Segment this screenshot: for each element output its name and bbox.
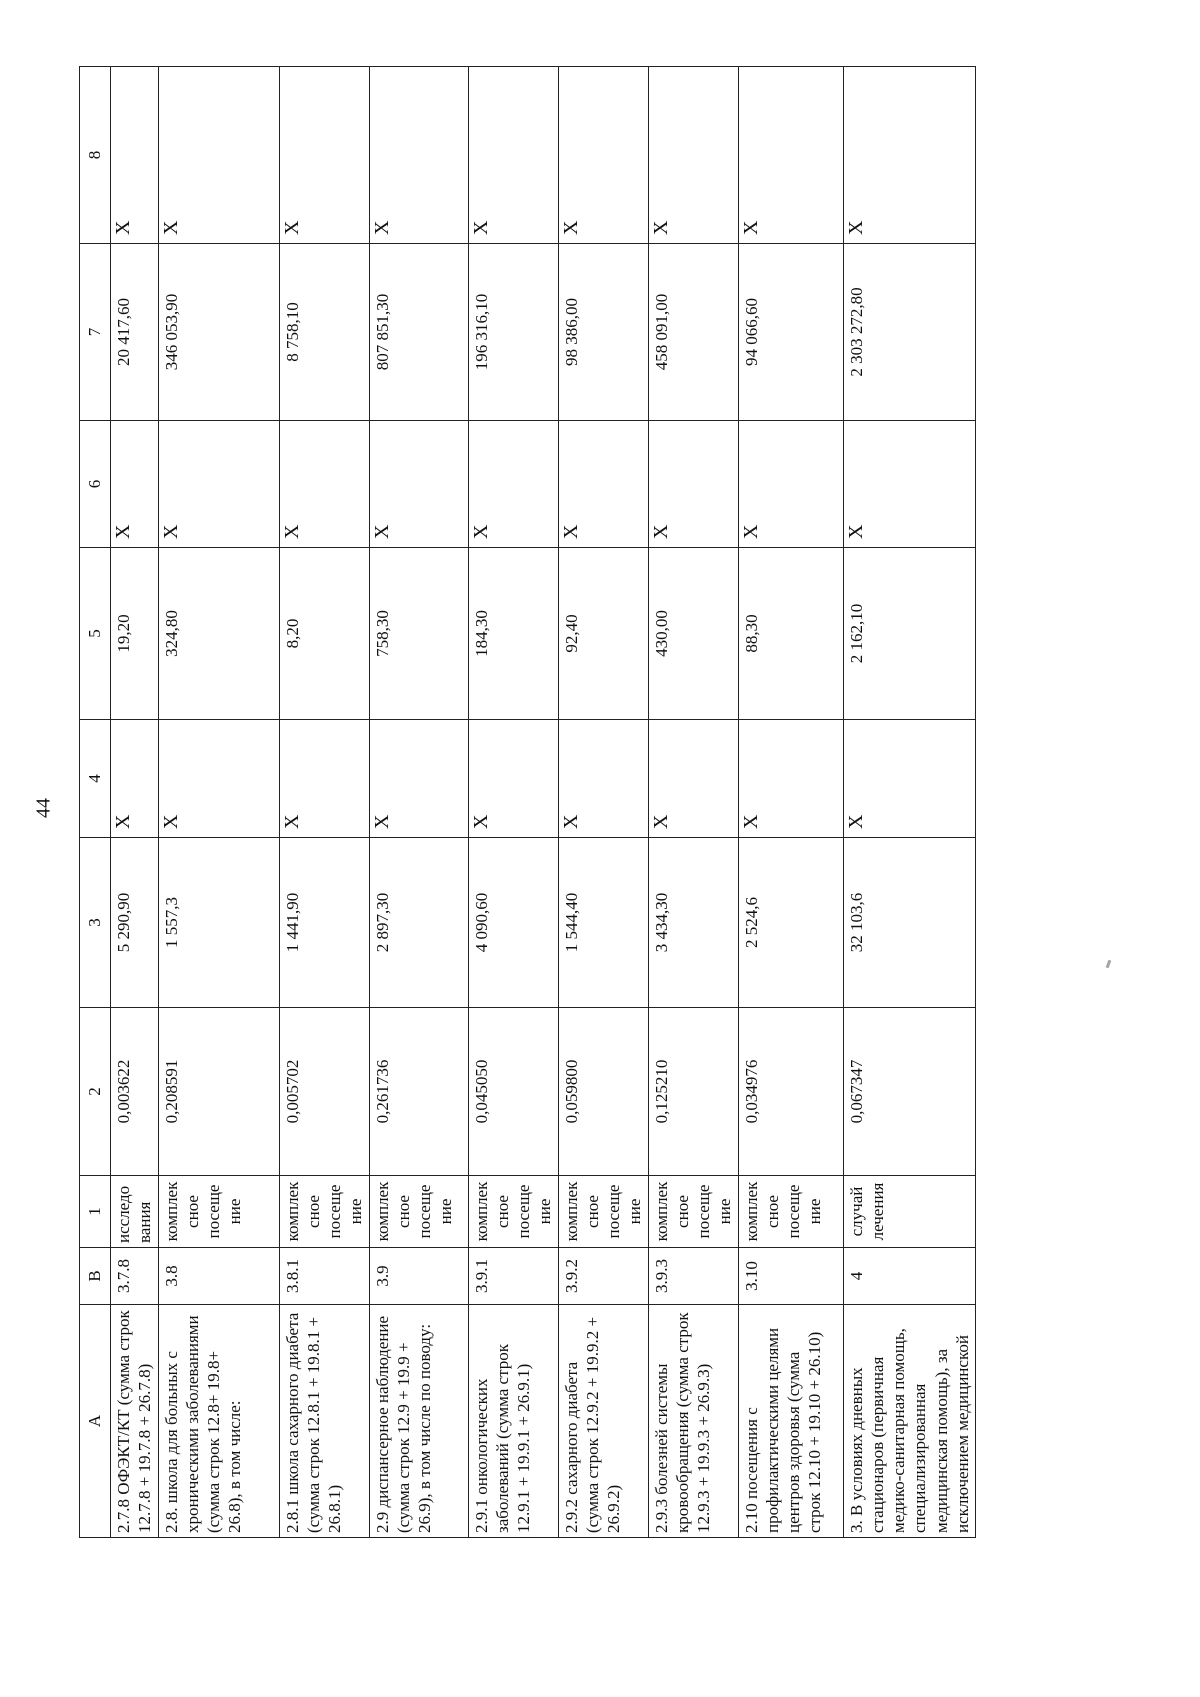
value-cell: 4 090,60: [468, 838, 558, 1008]
value-cell: 0,045050: [468, 1008, 558, 1176]
value-cell: 98 386,00: [558, 244, 648, 421]
value-cell: 184,30: [468, 548, 558, 720]
table-row: [158, 67, 279, 1538]
table-row: [843, 67, 976, 1538]
header-cell: 5: [80, 548, 111, 720]
table-row: [648, 67, 738, 1538]
value-cell: 196 316,10: [468, 244, 558, 421]
value-cell: 430,00: [648, 548, 738, 720]
row-code-cell: 3.9: [369, 1248, 468, 1305]
value-cell: 1 557,3: [158, 838, 279, 1008]
row-label-cell: 2.9.2 сахарного диабета (сумма строк 12.9.2 + 19.9.2 + 26.9.2): [558, 1305, 648, 1538]
unit-cell: исследования: [111, 1176, 159, 1248]
page-number: [24, 788, 64, 828]
value-cell: 88,30: [738, 548, 843, 720]
value-cell: 2 524,6: [738, 838, 843, 1008]
x-mark-cell: X: [558, 421, 648, 548]
row-code-cell: 3.8.1: [279, 1248, 369, 1305]
row-code-cell: 3.7.8: [111, 1248, 159, 1305]
header-cell: 3: [80, 838, 111, 1008]
x-mark-cell: X: [111, 67, 159, 244]
header-cell: 1: [80, 1176, 111, 1248]
x-mark-cell: X: [648, 720, 738, 838]
value-cell: 0,005702: [279, 1008, 369, 1176]
row-code-cell: 3.10: [738, 1248, 843, 1305]
x-mark-cell: X: [738, 421, 843, 548]
row-label-cell: 2.10 посещения с профилактическими целями центров здоровья (сумма строк 12.10 + 19.10 + 26.10): [738, 1305, 843, 1538]
unit-cell: комплексное посещение: [738, 1176, 843, 1248]
value-cell: 2 303 272,80: [843, 244, 976, 421]
x-mark-cell: X: [158, 421, 279, 548]
row-code-cell: 3.9.3: [648, 1248, 738, 1305]
x-mark-cell: X: [111, 720, 159, 838]
unit-cell: случай лечения: [843, 1176, 976, 1248]
table-row: [468, 67, 558, 1538]
header-cell: 4: [80, 720, 111, 838]
value-cell: 1 441,90: [279, 838, 369, 1008]
x-mark-cell: X: [369, 67, 468, 244]
value-cell: 32 103,6: [843, 838, 976, 1008]
stray-mark: [1106, 960, 1112, 969]
unit-cell: комплексное посещение: [648, 1176, 738, 1248]
value-cell: 94 066,60: [738, 244, 843, 421]
value-cell: 758,30: [369, 548, 468, 720]
x-mark-cell: X: [843, 720, 976, 838]
page-number-text: 44: [32, 798, 55, 818]
row-label-cell: 2.8. школа для больных с хроническими заболеваниями (сумма строк 12.8+ 19.8+ 26.8), в том числе:: [158, 1305, 279, 1538]
table-row: [738, 67, 843, 1538]
header-cell: B: [80, 1248, 111, 1305]
x-mark-cell: X: [558, 67, 648, 244]
value-cell: 0,125210: [648, 1008, 738, 1176]
row-label-cell: 2.9 диспансерное наблюдение (сумма строк 12.9 + 19.9 + 26.9), в том числе по поводу:: [369, 1305, 468, 1538]
unit-cell: комплексное посещение: [468, 1176, 558, 1248]
x-mark-cell: X: [468, 67, 558, 244]
value-cell: 346 053,90: [158, 244, 279, 421]
value-cell: 458 091,00: [648, 244, 738, 421]
unit-cell: комплексное посещение: [369, 1176, 468, 1248]
x-mark-cell: X: [369, 421, 468, 548]
value-cell: 20 417,60: [111, 244, 159, 421]
value-cell: 3 434,30: [648, 838, 738, 1008]
row-code-cell: 3.9.1: [468, 1248, 558, 1305]
row-code-cell: 4: [843, 1248, 976, 1305]
unit-cell: комплексное посещение: [558, 1176, 648, 1248]
x-mark-cell: X: [648, 67, 738, 244]
x-mark-cell: X: [843, 421, 976, 548]
value-cell: 92,40: [558, 548, 648, 720]
value-cell: 8,20: [279, 548, 369, 720]
x-mark-cell: X: [558, 720, 648, 838]
x-mark-cell: X: [468, 421, 558, 548]
x-mark-cell: X: [468, 720, 558, 838]
value-cell: 0,067347: [843, 1008, 976, 1176]
data-table: [79, 66, 976, 1538]
value-cell: 2 897,30: [369, 838, 468, 1008]
x-mark-cell: X: [738, 67, 843, 244]
x-mark-cell: X: [158, 67, 279, 244]
x-mark-cell: X: [648, 421, 738, 548]
table-row: [111, 67, 159, 1538]
x-mark-cell: X: [111, 421, 159, 548]
header-cell: 7: [80, 244, 111, 421]
header-cell: 2: [80, 1008, 111, 1176]
header-row: [80, 67, 111, 1538]
table-row: [369, 67, 468, 1538]
x-mark-cell: X: [279, 421, 369, 548]
header-cell: 6: [80, 421, 111, 548]
value-cell: 19,20: [111, 548, 159, 720]
table-row: [279, 67, 369, 1538]
table-row: [558, 67, 648, 1538]
value-cell: 1 544,40: [558, 838, 648, 1008]
rotated-table-container: [79, 67, 978, 1538]
value-cell: 5 290,90: [111, 838, 159, 1008]
value-cell: 2 162,10: [843, 548, 976, 720]
x-mark-cell: X: [738, 720, 843, 838]
x-mark-cell: X: [843, 67, 976, 244]
value-cell: 324,80: [158, 548, 279, 720]
header-cell: 8: [80, 67, 111, 244]
x-mark-cell: X: [279, 720, 369, 838]
value-cell: 0,003622: [111, 1008, 159, 1176]
row-label-cell: 2.8.1 школа сахарного диабета (сумма строк 12.8.1 + 19.8.1 + 26.8.1): [279, 1305, 369, 1538]
value-cell: 0,059800: [558, 1008, 648, 1176]
row-code-cell: 3.9.2: [558, 1248, 648, 1305]
x-mark-cell: X: [158, 720, 279, 838]
x-mark-cell: X: [369, 720, 468, 838]
value-cell: 8 758,10: [279, 244, 369, 421]
row-code-cell: 3.8: [158, 1248, 279, 1305]
value-cell: 807 851,30: [369, 244, 468, 421]
value-cell: 0,208591: [158, 1008, 279, 1176]
unit-cell: комплексное посещение: [158, 1176, 279, 1248]
value-cell: 0,034976: [738, 1008, 843, 1176]
row-label-cell: 2.7.8 ОФЭКТ/КТ (сумма строк 12.7.8 + 19.7.8 + 26.7.8): [111, 1305, 159, 1538]
header-cell: A: [80, 1305, 111, 1538]
row-label-cell: 2.9.3 болезней системы кровообращения (сумма строк 12.9.3 + 19.9.3 + 26.9.3): [648, 1305, 738, 1538]
x-mark-cell: X: [279, 67, 369, 244]
value-cell: 0,261736: [369, 1008, 468, 1176]
unit-cell: комплексное посещение: [279, 1176, 369, 1248]
row-label-cell: 2.9.1 онкологических заболеваний (сумма строк 12.9.1 + 19.9.1 + 26.9.1): [468, 1305, 558, 1538]
row-label-cell: 3. В условиях дневных стационаров (первичная медико-санитарная помощь, специализированная медицинская помощь), за исключением медицинской: [843, 1305, 976, 1538]
